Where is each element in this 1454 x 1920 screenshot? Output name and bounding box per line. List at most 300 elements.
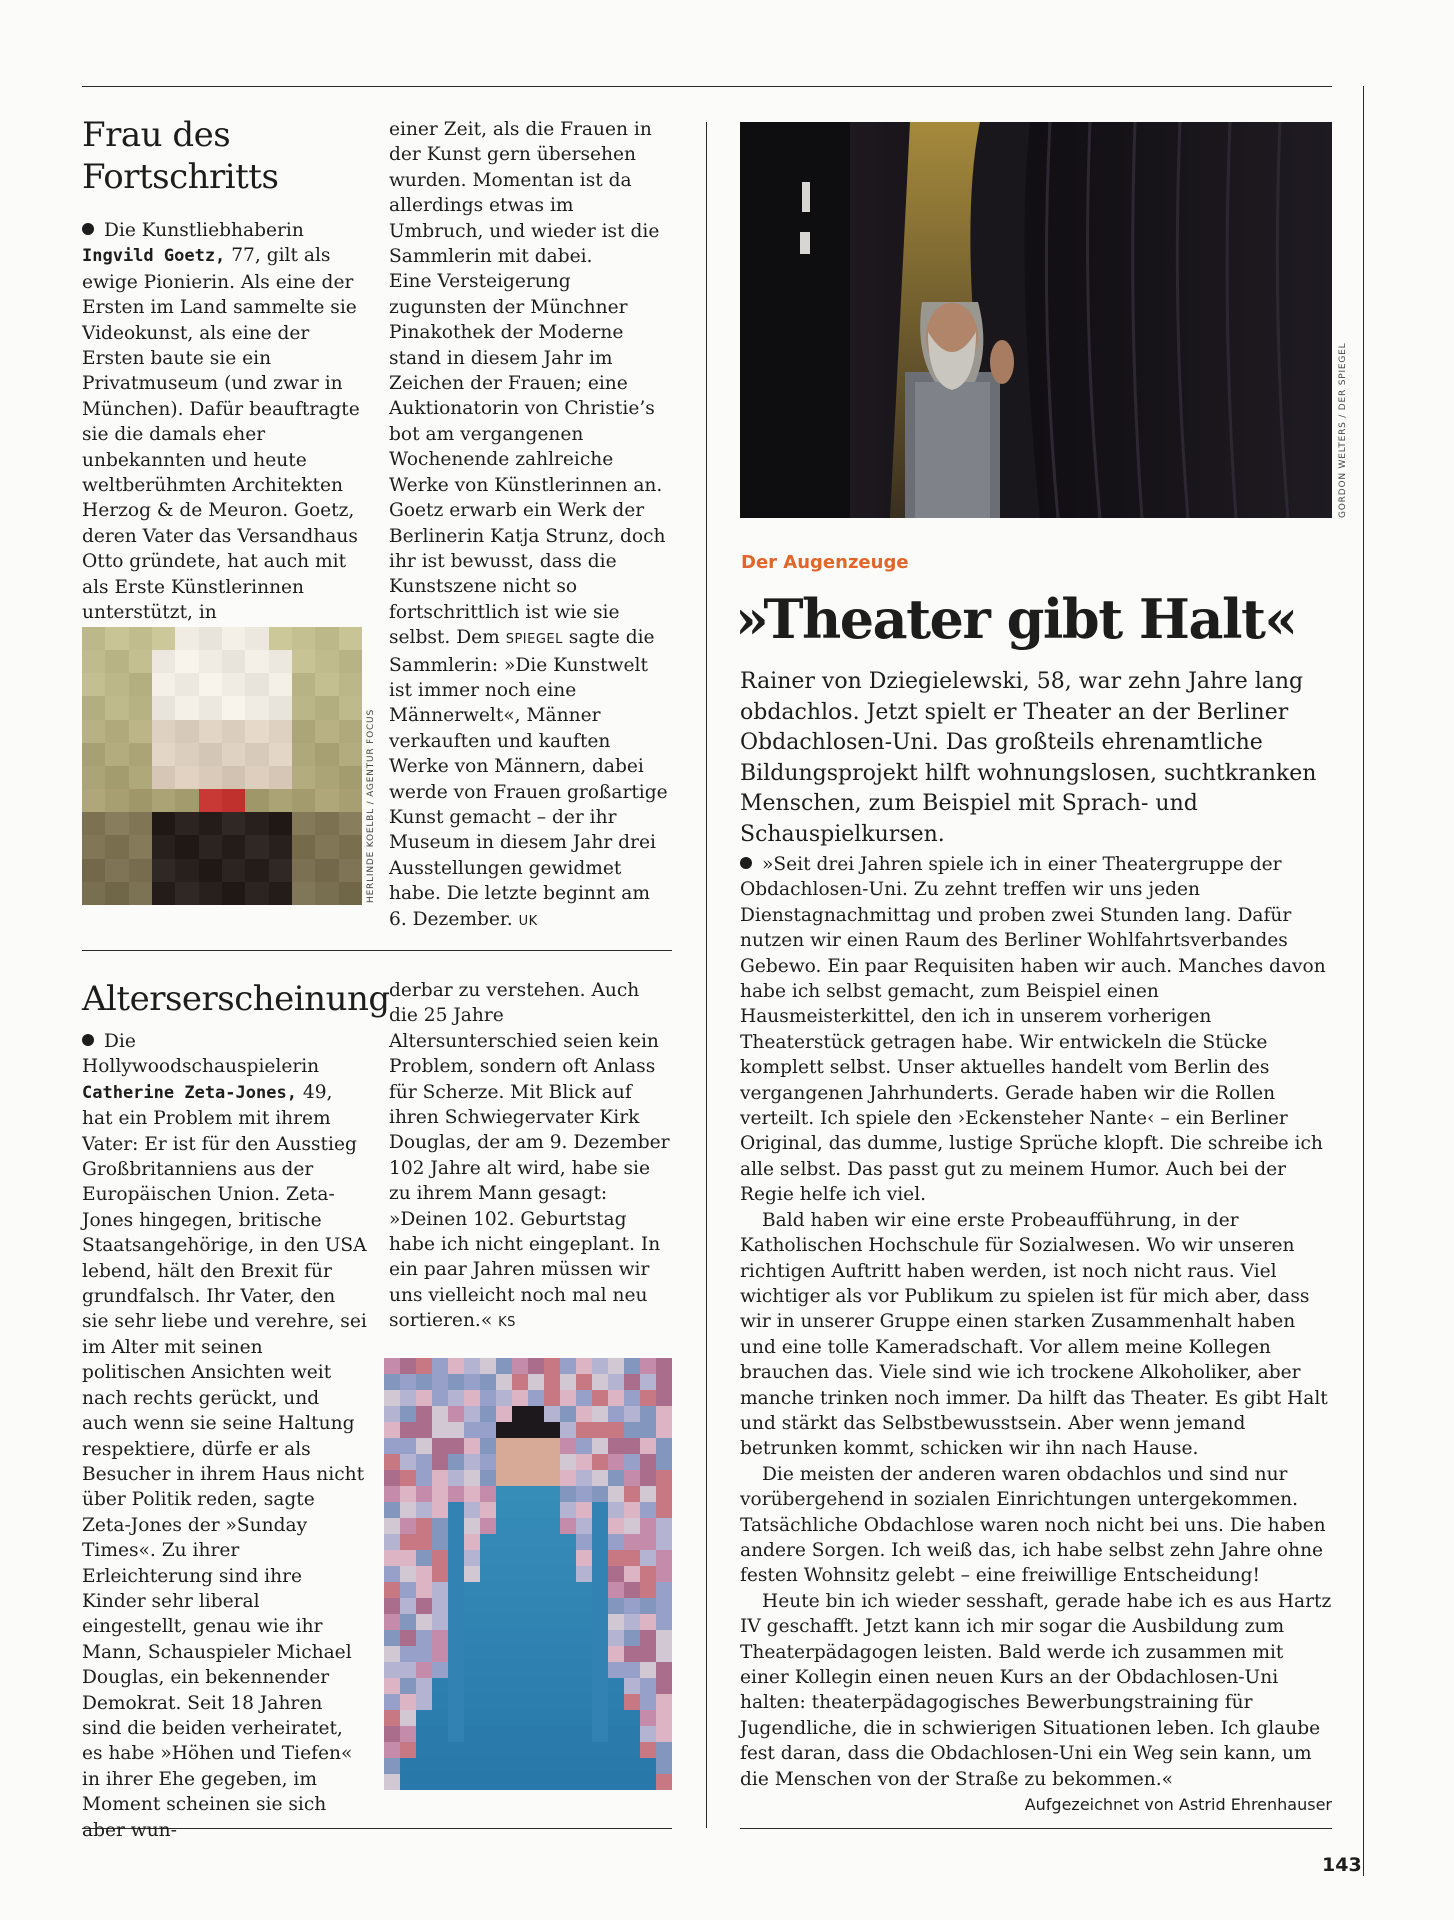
photo-pixel — [480, 1390, 496, 1406]
photo-pixel — [129, 835, 152, 858]
photo-pixel — [105, 720, 128, 743]
photo-pixel — [82, 789, 105, 812]
photo-pixel — [400, 1678, 416, 1694]
photo-pixel — [656, 1566, 672, 1582]
photo-pixel — [624, 1438, 640, 1454]
photo-pixel — [448, 1582, 464, 1598]
photo-pixel — [512, 1758, 528, 1774]
photo-pixel — [315, 789, 338, 812]
photo-pixel — [640, 1358, 656, 1374]
photo-pixel — [152, 812, 175, 835]
photo-pixel — [384, 1454, 400, 1470]
photo-pixel — [175, 627, 198, 650]
photo-pixel — [480, 1502, 496, 1518]
photo-pixel — [640, 1550, 656, 1566]
photo-pixel — [608, 1438, 624, 1454]
photo-pixel — [82, 650, 105, 673]
photo-pixel — [400, 1374, 416, 1390]
photo-pixel — [82, 627, 105, 650]
photo-pixel — [129, 789, 152, 812]
photo-pixel — [432, 1646, 448, 1662]
photo-pixel — [129, 766, 152, 789]
photo-pixel — [544, 1438, 560, 1454]
photo-pixel — [416, 1390, 432, 1406]
photo-pixel — [592, 1598, 608, 1614]
article2-person-name: Catherine Zeta-Jones, — [82, 1082, 297, 1103]
photo-pixel — [496, 1406, 512, 1422]
photo-pixel — [560, 1406, 576, 1422]
photo-pixel — [656, 1614, 672, 1630]
photo-pixel — [175, 720, 198, 743]
photo-pixel — [592, 1470, 608, 1486]
article2-col1 — [82, 1029, 367, 1843]
photo-pixel — [624, 1710, 640, 1726]
photo-pixel — [608, 1582, 624, 1598]
photo-pixel — [416, 1694, 432, 1710]
photo-pixel — [544, 1582, 560, 1598]
photo-pixel — [592, 1710, 608, 1726]
photo-pixel — [656, 1582, 672, 1598]
photo-pixel — [528, 1646, 544, 1662]
photo-pixel — [592, 1534, 608, 1550]
photo-pixel — [432, 1390, 448, 1406]
photo-pixel — [560, 1598, 576, 1614]
photo-pixel — [448, 1374, 464, 1390]
photo-pixel — [656, 1742, 672, 1758]
photo-pixel — [222, 882, 245, 905]
photo-pixel — [464, 1422, 480, 1438]
photo-pixel — [480, 1486, 496, 1502]
photo-pixel — [464, 1662, 480, 1678]
photo-pixel — [512, 1726, 528, 1742]
photo-pixel — [292, 650, 315, 673]
photo-pixel — [480, 1710, 496, 1726]
photo-pixel — [384, 1502, 400, 1518]
photo-pixel — [339, 882, 362, 905]
photo-pixel — [464, 1774, 480, 1790]
photo-pixel — [448, 1774, 464, 1790]
photo-pixel — [624, 1758, 640, 1774]
photo-pixel — [152, 789, 175, 812]
photo-pixel — [656, 1710, 672, 1726]
photo-pixel — [464, 1710, 480, 1726]
photo-pixel — [560, 1438, 576, 1454]
photo-pixel — [384, 1678, 400, 1694]
photo-pixel — [245, 859, 268, 882]
photo-pixel — [656, 1646, 672, 1662]
photo-pixel — [416, 1550, 432, 1566]
photo-pixel — [560, 1470, 576, 1486]
photo-pixel — [656, 1662, 672, 1678]
photo-pixel — [432, 1582, 448, 1598]
photo-pixel — [576, 1422, 592, 1438]
photo-pixel — [624, 1726, 640, 1742]
photo-pixel — [640, 1502, 656, 1518]
photo-pixel — [480, 1422, 496, 1438]
photo-pixel — [432, 1518, 448, 1534]
photo-pixel — [480, 1534, 496, 1550]
photo-pixel — [152, 766, 175, 789]
photo-pixel — [528, 1486, 544, 1502]
photo-pixel — [640, 1662, 656, 1678]
photo-pixel — [608, 1710, 624, 1726]
photo-pixel — [512, 1438, 528, 1454]
photo-pixel — [464, 1358, 480, 1374]
photo-pixel — [222, 720, 245, 743]
photo-pixel — [416, 1518, 432, 1534]
photo-pixel — [544, 1406, 560, 1422]
photo-pixel — [448, 1390, 464, 1406]
photo-pixel — [339, 812, 362, 835]
photo-pixel — [292, 720, 315, 743]
photo-pixel — [464, 1374, 480, 1390]
photo-pixel — [480, 1742, 496, 1758]
photo-pixel — [640, 1774, 656, 1790]
photo-pixel — [339, 859, 362, 882]
photo-pixel — [315, 743, 338, 766]
photo-pixel — [416, 1678, 432, 1694]
portrait-photo-goetz — [82, 627, 362, 905]
article2-col1-text: 49, hat ein Problem mit ihrem Vater: Er ist für den Ausstieg Großbritanniens aus der Europäischen Union. Zeta-Jones hingegen, britische Staatsangehörige, in den USA lebend, hält den Brexit für grundfalsch. Ihr Vater, den sie sehr liebe und verehre, sei im Alter mit seinen politischen Ansichten weit nach rechts gerückt, und auch wenn sie seine Haltung respektiere, dürfe er als Besucher in ihrem Haus nicht über Politik reden, sagte Zeta-Jones der »Sunday Times«. Zu ihrer Erleichterung sind ihre Kinder sehr liberal eingestellt, genau wie ihr Mann, Schauspieler Michael Douglas, ein bekennender Demokrat. Seit 18 Jahren sind die beiden verheiratet, es habe »Höhen und Tiefen« in ihrer Ehe gegeben, im Moment scheinen sie sich aber wun- — [82, 1081, 367, 1841]
photo-pixel — [528, 1550, 544, 1566]
photo-pixel — [384, 1742, 400, 1758]
photo-pixel — [608, 1406, 624, 1422]
photo-pixel — [199, 789, 222, 812]
photo-pixel — [384, 1662, 400, 1678]
photo-pixel — [624, 1774, 640, 1790]
photo-pixel — [576, 1694, 592, 1710]
photo-pixel — [416, 1726, 432, 1742]
photo-pixel — [199, 743, 222, 766]
photo-pixel — [640, 1518, 656, 1534]
photo-pixel — [245, 673, 268, 696]
article3-para3: Die meisten der anderen waren obdachlos und sind nur vorübergehend in sozialen Einrichtungen untergekommen. Tatsächliche Obdachlose waren noch nicht bei uns. Die haben andere Sorgen. Ich weiß das, ich habe selbst zehn Jahre ohne festen Wohnsitz gelebt – eine freiwillige Entscheidung! — [740, 1463, 1326, 1587]
photo-pixel — [544, 1614, 560, 1630]
photo-pixel — [560, 1518, 576, 1534]
photo-pixel — [496, 1518, 512, 1534]
photo-pixel — [480, 1454, 496, 1470]
photo-pixel — [576, 1726, 592, 1742]
photo-pixel — [512, 1662, 528, 1678]
photo-pixel — [448, 1726, 464, 1742]
photo-pixel — [199, 696, 222, 719]
photo-pixel — [624, 1406, 640, 1422]
photo-pixel — [292, 882, 315, 905]
photo-pixel — [592, 1646, 608, 1662]
photo-pixel — [222, 673, 245, 696]
photo-pixel — [576, 1438, 592, 1454]
photo-pixel — [480, 1678, 496, 1694]
photo-pixel — [315, 766, 338, 789]
photo-pixel — [269, 882, 292, 905]
photo-pixel — [245, 743, 268, 766]
photo-pixel — [384, 1598, 400, 1614]
photo-pixel — [416, 1646, 432, 1662]
photo-pixel — [528, 1598, 544, 1614]
article1-author: UK — [518, 913, 538, 929]
photo-pixel — [576, 1614, 592, 1630]
photo-pixel — [512, 1630, 528, 1646]
photo-pixel — [608, 1550, 624, 1566]
photo-pixel — [292, 696, 315, 719]
photo-pixel — [464, 1406, 480, 1422]
photo-pixel — [292, 789, 315, 812]
photo-pixel — [400, 1550, 416, 1566]
photo-pixel — [384, 1438, 400, 1454]
photo-pixel — [400, 1406, 416, 1422]
photo-pixel — [640, 1678, 656, 1694]
photo-pixel — [640, 1390, 656, 1406]
photo-pixel — [448, 1598, 464, 1614]
photo-pixel — [512, 1646, 528, 1662]
photo-pixel — [496, 1646, 512, 1662]
photo-pixel — [560, 1582, 576, 1598]
photo-pixel — [464, 1582, 480, 1598]
photo-pixel — [512, 1470, 528, 1486]
photo-pixel — [496, 1566, 512, 1582]
article1-col2-para2: Eine Versteigerung zugunsten der Münchner Pinakothek der Moderne stand in diesem Jahr im Zeichen der Frauen; eine Auktionatorin von Christie’s bot am vergangenen Wochenende zahlreiche Werke von Künstlerinnen an. Goetz erwarb ein Werk der Berlinerin Katja Strunz, doch ihr ist bewusst, dass die Kunstszene nicht so fortschrittlich ist wie sie selbst. Dem — [389, 271, 666, 649]
photo-pixel — [656, 1534, 672, 1550]
photo-pixel — [400, 1454, 416, 1470]
photo-pixel — [608, 1614, 624, 1630]
photo-pixel — [560, 1646, 576, 1662]
photo-pixel — [640, 1470, 656, 1486]
photo-pixel — [608, 1726, 624, 1742]
article1-headline: Frau des Fortschritts — [82, 115, 279, 197]
photo-pixel — [640, 1422, 656, 1438]
photo-pixel — [512, 1582, 528, 1598]
photo-pixel — [576, 1550, 592, 1566]
photo-pixel — [416, 1742, 432, 1758]
article1-col2 — [389, 117, 672, 934]
photo-pixel — [480, 1774, 496, 1790]
photo-pixel — [528, 1774, 544, 1790]
photo-pixel — [624, 1582, 640, 1598]
photo-pixel — [496, 1390, 512, 1406]
photo-pixel — [576, 1646, 592, 1662]
photo-pixel — [496, 1454, 512, 1470]
photo-pixel — [608, 1630, 624, 1646]
photo-pixel — [496, 1486, 512, 1502]
photo-pixel — [544, 1566, 560, 1582]
photo-pixel — [528, 1374, 544, 1390]
photo-pixel — [416, 1630, 432, 1646]
photo-pixel — [656, 1422, 672, 1438]
photo-pixel — [129, 812, 152, 835]
photo-pixel — [448, 1710, 464, 1726]
photo-pixel — [400, 1486, 416, 1502]
photo-pixel — [339, 743, 362, 766]
photo-pixel — [400, 1358, 416, 1374]
photo-pixel — [199, 835, 222, 858]
photo-pixel — [512, 1534, 528, 1550]
curtain-scene-illustration — [740, 122, 1332, 518]
photo-pixel — [560, 1358, 576, 1374]
photo-pixel — [640, 1534, 656, 1550]
photo-pixel — [464, 1694, 480, 1710]
photo-pixel — [384, 1518, 400, 1534]
photo-pixel — [105, 696, 128, 719]
photo-pixel — [496, 1502, 512, 1518]
photo-pixel — [576, 1470, 592, 1486]
photo-pixel — [560, 1550, 576, 1566]
photo-pixel — [269, 627, 292, 650]
page-number: 143 — [1322, 1854, 1362, 1876]
photo-pixel — [152, 696, 175, 719]
photo-pixel — [245, 720, 268, 743]
article1-col1 — [82, 218, 365, 626]
photo-pixel — [496, 1774, 512, 1790]
photo-pixel — [245, 766, 268, 789]
photo-pixel — [416, 1438, 432, 1454]
article1-col2-para2-end: sagte die Sammlerin: »Die Kunstwelt ist immer noch eine Männerwelt«, Männer verkauften und kauften Werke von Männern, dabei werde von Frauen großartige Kunst gemacht – der ihr Museum in diesem Jahr drei Ausstellungen gewidmet habe. Die letzte beginnt am 6. Dezember. — [389, 627, 668, 930]
right-margin-rule — [1363, 86, 1364, 1876]
photo-pixel — [528, 1422, 544, 1438]
photo-pixel — [105, 650, 128, 673]
photo-pixel — [592, 1374, 608, 1390]
photo-pixel — [496, 1742, 512, 1758]
photo-pixel — [105, 859, 128, 882]
photo-pixel — [624, 1630, 640, 1646]
photo-pixel — [624, 1662, 640, 1678]
photo-pixel — [480, 1566, 496, 1582]
photo-pixel — [544, 1726, 560, 1742]
photo-pixel — [624, 1614, 640, 1630]
photo-pixel — [640, 1726, 656, 1742]
photo-pixel — [544, 1374, 560, 1390]
photo-pixel — [640, 1758, 656, 1774]
photo-pixel — [576, 1598, 592, 1614]
photo-pixel — [592, 1550, 608, 1566]
photo-pixel — [400, 1646, 416, 1662]
photo-pixel — [448, 1646, 464, 1662]
photo-pixel — [528, 1390, 544, 1406]
photo-pixel — [656, 1550, 672, 1566]
photo-pixel — [528, 1758, 544, 1774]
top-rule — [82, 86, 1332, 87]
photo-pixel — [448, 1630, 464, 1646]
photo-pixel — [544, 1358, 560, 1374]
photo-pixel — [269, 835, 292, 858]
photo-pixel — [592, 1758, 608, 1774]
photo-pixel — [528, 1358, 544, 1374]
photo-pixel — [640, 1454, 656, 1470]
photo-pixel — [480, 1614, 496, 1630]
photo-pixel — [496, 1358, 512, 1374]
photo-pixel — [416, 1406, 432, 1422]
photo-pixel — [480, 1598, 496, 1614]
photo-pixel — [480, 1374, 496, 1390]
photo-pixel — [608, 1662, 624, 1678]
photo-pixel — [624, 1422, 640, 1438]
photo-pixel — [592, 1694, 608, 1710]
photo-pixel — [464, 1390, 480, 1406]
photo-pixel — [576, 1566, 592, 1582]
photo-pixel — [82, 835, 105, 858]
photo-pixel — [640, 1374, 656, 1390]
photo-pixel — [544, 1742, 560, 1758]
photo-pixel — [656, 1454, 672, 1470]
photo-pixel — [152, 882, 175, 905]
photo-pixel — [480, 1758, 496, 1774]
photo-pixel — [105, 743, 128, 766]
photo-pixel — [560, 1422, 576, 1438]
photo-pixel — [152, 743, 175, 766]
article2-col2 — [389, 978, 672, 1336]
photo-pixel — [175, 789, 198, 812]
photo-pixel — [384, 1710, 400, 1726]
photo-pixel — [152, 650, 175, 673]
photo-pixel — [464, 1454, 480, 1470]
photo-pixel — [576, 1742, 592, 1758]
photo-pixel — [528, 1534, 544, 1550]
photo-pixel — [448, 1758, 464, 1774]
photo-pixel — [432, 1358, 448, 1374]
photo-pixel — [199, 859, 222, 882]
photo-pixel — [496, 1710, 512, 1726]
photo-pixel — [592, 1630, 608, 1646]
photo-pixel — [560, 1630, 576, 1646]
photo-pixel — [544, 1630, 560, 1646]
photo-pixel — [175, 696, 198, 719]
photo-pixel — [464, 1438, 480, 1454]
photo-pixel — [448, 1518, 464, 1534]
photo-pixel — [592, 1742, 608, 1758]
photo-pixel — [245, 812, 268, 835]
photo-pixel — [576, 1582, 592, 1598]
article3-para1: »Seit drei Jahren spiele ich in einer Theatergruppe der Obdachlosen-Uni. Zu zehnt treffen wir uns jeden Dienstagnachmittag und proben zwei Stunden lang. Dafür nutzen wir einen Raum des Berliner Wohlfahrtsverbandes Gebewo. Ein paar Requisiten haben wir auch. Manches davon habe ich selbst gemacht, zum Beispiel einen Hausmeisterkittel, den ich in unserem vorherigen Theaterstück getragen habe. Wir entwickeln die Stücke komplett selbst. Unser aktuelles handelt vom Berlin des vergangenen Jahrhunderts. Gerade haben wir die Rollen verteilt. Ich spiele den ›Eckensteher Nante‹ – ein Berliner Original, das dumme, lustige Sprüche klopft. Die schreibe ich alle selbst. Das passt gut zu meinem Humor. Auch bei der Regie helfe ich viel. — [740, 854, 1326, 1206]
photo-pixel — [416, 1534, 432, 1550]
photo-pixel — [384, 1694, 400, 1710]
photo-pixel — [105, 673, 128, 696]
column-divider — [706, 122, 707, 1828]
photo-pixel — [480, 1726, 496, 1742]
photo-pixel — [432, 1710, 448, 1726]
photo-pixel — [400, 1470, 416, 1486]
photo-pixel — [339, 789, 362, 812]
photo-pixel — [496, 1758, 512, 1774]
photo-pixel — [245, 696, 268, 719]
article3-bottom-rule — [740, 1828, 1332, 1829]
photo-pixel — [448, 1438, 464, 1454]
photo-pixel — [512, 1774, 528, 1790]
photo-pixel — [640, 1630, 656, 1646]
photo-pixel — [448, 1406, 464, 1422]
photo-pixel — [528, 1630, 544, 1646]
photo-pixel — [512, 1406, 528, 1422]
photo-pixel — [315, 627, 338, 650]
photo-pixel — [448, 1550, 464, 1566]
photo-pixel — [199, 650, 222, 673]
photo-pixel — [512, 1518, 528, 1534]
article3-para2: Bald haben wir eine erste Probeaufführung, in der Katholischen Hochschule für Sozialwesen. Wo wir unseren richtigen Auftritt haben werden, ist noch nicht raus. Viel wichtiger als vor Publikum zu spielen ist für mich aber, dass wir in unserer Gruppe einen starken Zusammenhalt haben und eine tolle Kameradschaft. Vor allem meine Kollegen brauchen das. Viele sind wie ich trockene Alkoholiker, aber manche trinken noch immer. Da hilft das Theater. Es gibt Halt und stärkt das Selbstbewusstsein. Aber wenn jemand betrunken kommt, schicken wir ihn nach Hause. — [740, 1209, 1328, 1460]
photo-pixel — [656, 1486, 672, 1502]
photo-pixel — [464, 1614, 480, 1630]
photo-pixel — [384, 1582, 400, 1598]
photo-pixel — [269, 743, 292, 766]
photo-pixel — [608, 1502, 624, 1518]
photo-pixel — [560, 1726, 576, 1742]
photo-pixel — [640, 1406, 656, 1422]
photo-pixel — [656, 1678, 672, 1694]
photo-pixel — [576, 1454, 592, 1470]
photo-pixel — [152, 673, 175, 696]
photo-pixel — [222, 835, 245, 858]
article3-photo-credit: GORDON WELTERS / DER SPIEGEL — [1338, 342, 1348, 518]
photo-pixel — [560, 1662, 576, 1678]
photo-pixel — [592, 1502, 608, 1518]
photo-pixel — [608, 1390, 624, 1406]
